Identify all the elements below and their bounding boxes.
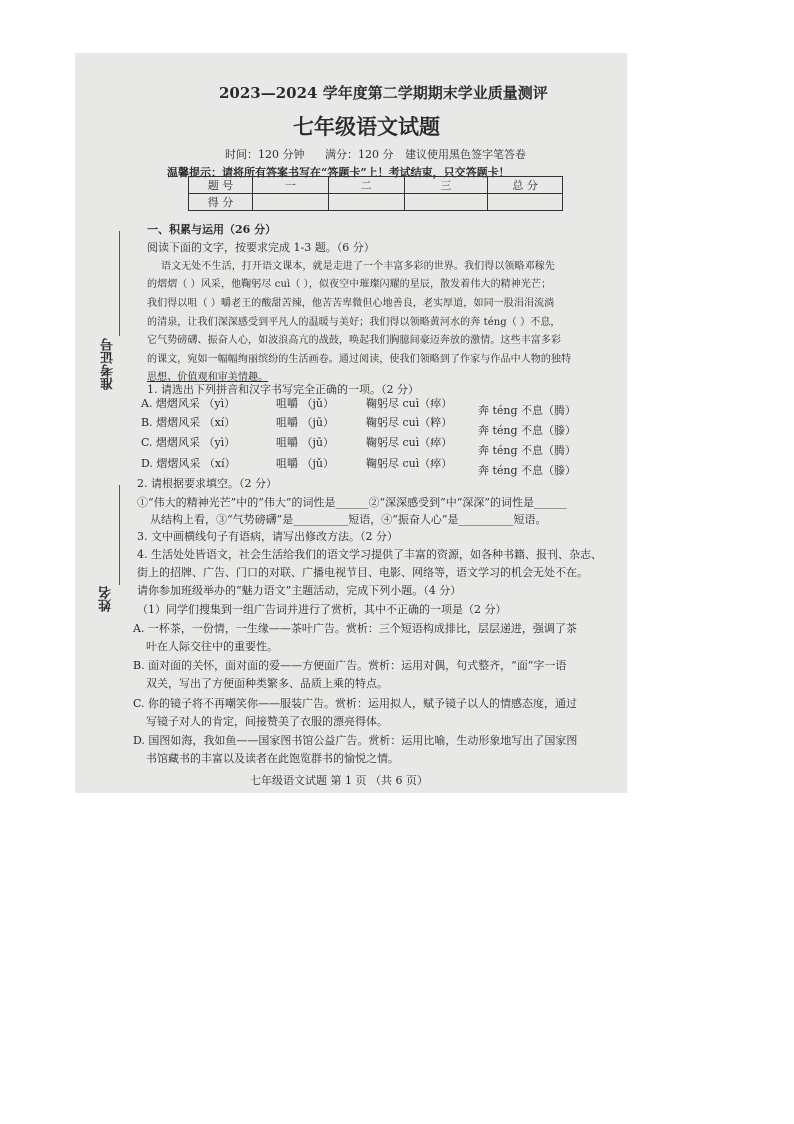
q1-option-a-teng: 奔 téng 不息（腾） (478, 404, 577, 417)
page-footer: 七年级语文试题 第 1 页 （共 6 页） (250, 774, 428, 787)
q1-option-a-char: 鞠躬尽 cuì（瘁） (366, 397, 453, 410)
passage-line: 思想、价值观和审美情趣。 (147, 372, 269, 383)
q1-option-d-teng: 奔 téng 不息（滕） (478, 464, 577, 477)
score-header-cell: 二 (328, 177, 404, 194)
q4-option-d: D. 国图如海，我如鱼——国家图书馆公益广告。赏析：运用比喻，生动形象地写出了国家图 (133, 734, 578, 747)
q4-option-b-cont: 双关，写出了方便面种类繁多、品质上乘的特点。 (146, 677, 388, 690)
passage-line: 的清泉，让我们深深感受到平凡人的温暖与美好；我们得以领略黄河水的奔 téng（ ）不息， (147, 317, 561, 328)
q3-stem: 3. 文中画横线句子有语病，请写出修改方法。（2 分） (137, 530, 398, 543)
q2-line2: 从结构上看，③“气势磅礴”是__________短语，④“振奋人心”是__________短语。 (150, 513, 547, 526)
q4-sub1-stem: （1）同学们搜集到一组广告词并进行了赏析，其中不正确的一项是（2 分） (137, 603, 507, 616)
q1-option-c-char: 鞠躬尽 cuì（瘁） (366, 436, 453, 449)
exam-title: 2023—2024 学年度第二学期期末学业质量测评 (219, 84, 548, 102)
section1-heading: 一、积累与运用（26 分） (147, 223, 277, 236)
q1-stem: 1. 请选出下列拼音和汉字书写完全正确的一项。（2 分） (147, 383, 419, 396)
q1-option-b-word: B. 熠熠风采 （xí） (141, 416, 236, 429)
q2-line1: ①“伟大的精神光芒”中的“伟大”的词性是______②“深深感受到”中“深深”的词性是______ (137, 496, 567, 509)
q1-option-a-word: A. 熠熠风采 （yì） (141, 397, 236, 410)
q1-option-b-pinyin: 咀嚼 （jū） (276, 416, 334, 429)
score-header-cell: 三 (404, 177, 488, 194)
q4-line: 请你参加班级举办的“魅力语文”主题活动，完成下列小题。（4 分） (137, 584, 462, 597)
q4-option-c: C. 你的镜子将不再嘲笑你——服装广告。赏析：运用拟人，赋予镜子以人的情感态度，通过 (133, 697, 578, 710)
exam-id-label: 准考证号 (101, 338, 116, 390)
q2-stem: 2. 请根据要求填空。（2 分） (137, 477, 277, 490)
section1-intro: 阅读下面的文字，按要求完成 1-3 题。（6 分） (147, 241, 375, 254)
pen-note: 建议使用黑色签字笔答卷 (405, 148, 526, 161)
score-cell (328, 194, 404, 211)
q1-option-b-teng: 奔 téng 不息（滕） (478, 424, 577, 437)
score-cell (488, 194, 563, 211)
q1-option-c-pinyin: 咀嚼 （jū） (276, 436, 334, 449)
q1-option-a-pinyin: 咀嚼 （jǔ） (276, 397, 334, 410)
exam-time: 时间：120 分钟 (225, 148, 305, 161)
exam-paper-photo (75, 53, 627, 793)
exam-id-line (119, 231, 120, 336)
exam-tip: 温馨提示：请将所有答案书写在“答题卡”上！考试结束，只交答题卡！ (167, 166, 510, 179)
q1-option-c-word: C. 熠熠风采 （yì） (141, 436, 236, 449)
q4-line: 街上的招牌、广告、门口的对联、广播电视节目、电影、网络等，语文学习的机会无处不在。 (137, 566, 588, 579)
score-cell (253, 194, 329, 211)
score-table (188, 176, 563, 211)
name-label: 姓名 (99, 586, 114, 612)
score-cell (404, 194, 488, 211)
q4-line: 4. 生活处处皆语文，社会生活给我们的语文学习提供了丰富的资源，如各种书籍、报刊、杂志、 (137, 548, 602, 561)
passage-line: 我们得以咀（ ）嚼老王的酸甜苦辣，他苦苦卑微但心地善良，老实厚道，如同一股涓涓流淌 (147, 298, 555, 309)
q1-option-d-char: 鞠躬尽 cuì（瘁） (366, 457, 453, 470)
q1-option-b-char: 鞠躬尽 cuì（粹） (366, 416, 453, 429)
q4-option-b: B. 面对面的关怀，面对面的爱——方便面广告。赏析：运用对偶，句式整齐，“面”字一语 (133, 659, 567, 672)
score-header-cell: 题 号 (189, 177, 253, 194)
subject-title: 七年级语文试题 (293, 114, 440, 139)
score-table-header-row (189, 177, 563, 194)
q1-option-d-word: D. 熠熠风采 （xí） (141, 457, 236, 470)
q4-option-d-cont: 书馆藏书的丰富以及读者在此饱览群书的愉悦之情。 (146, 752, 399, 765)
passage-line: 语文无处不生活，打开语文课本，就是走进了一个丰富多彩的世界。我们得以领略邓稼先 (161, 261, 555, 272)
exam-full-score: 满分：120 分 (325, 148, 394, 161)
q4-option-a: A. 一杯茶，一份情，一生缘——茶叶广告。赏析：三个短语构成排比，层层递进，强调了茶 (133, 622, 577, 635)
passage-line: 的课文，宛如一幅幅绚丽缤纷的生活画卷。通过阅读，使我们领略到了作家与作品中人物的独特 (147, 354, 572, 365)
score-row-label: 得 分 (189, 194, 253, 211)
q1-option-c-teng: 奔 téng 不息（腾） (478, 444, 577, 457)
passage-line: 的熠熠（ ）风采，他鞠躬尽 cuì（ ），似夜空中璀璨闪耀的星辰，散发着伟大的精神光芒； (147, 279, 552, 290)
passage-line: 它气势磅礴、振奋人心，如波浪高亢的战鼓，唤起我们胸臆间豪迈奔放的激情。这些丰富多彩 (147, 335, 562, 346)
q1-option-d-pinyin: 咀嚼 （jǔ） (276, 457, 334, 470)
q4-option-a-cont: 叶在人际交往中的重要性。 (146, 640, 278, 653)
score-header-cell: 总 分 (488, 177, 563, 194)
score-table-score-row (189, 194, 563, 211)
name-line (119, 485, 120, 585)
q4-option-c-cont: 写镜子对人的肯定，间接赞美了衣服的漂亮得体。 (146, 715, 388, 728)
score-header-cell: 一 (253, 177, 329, 194)
